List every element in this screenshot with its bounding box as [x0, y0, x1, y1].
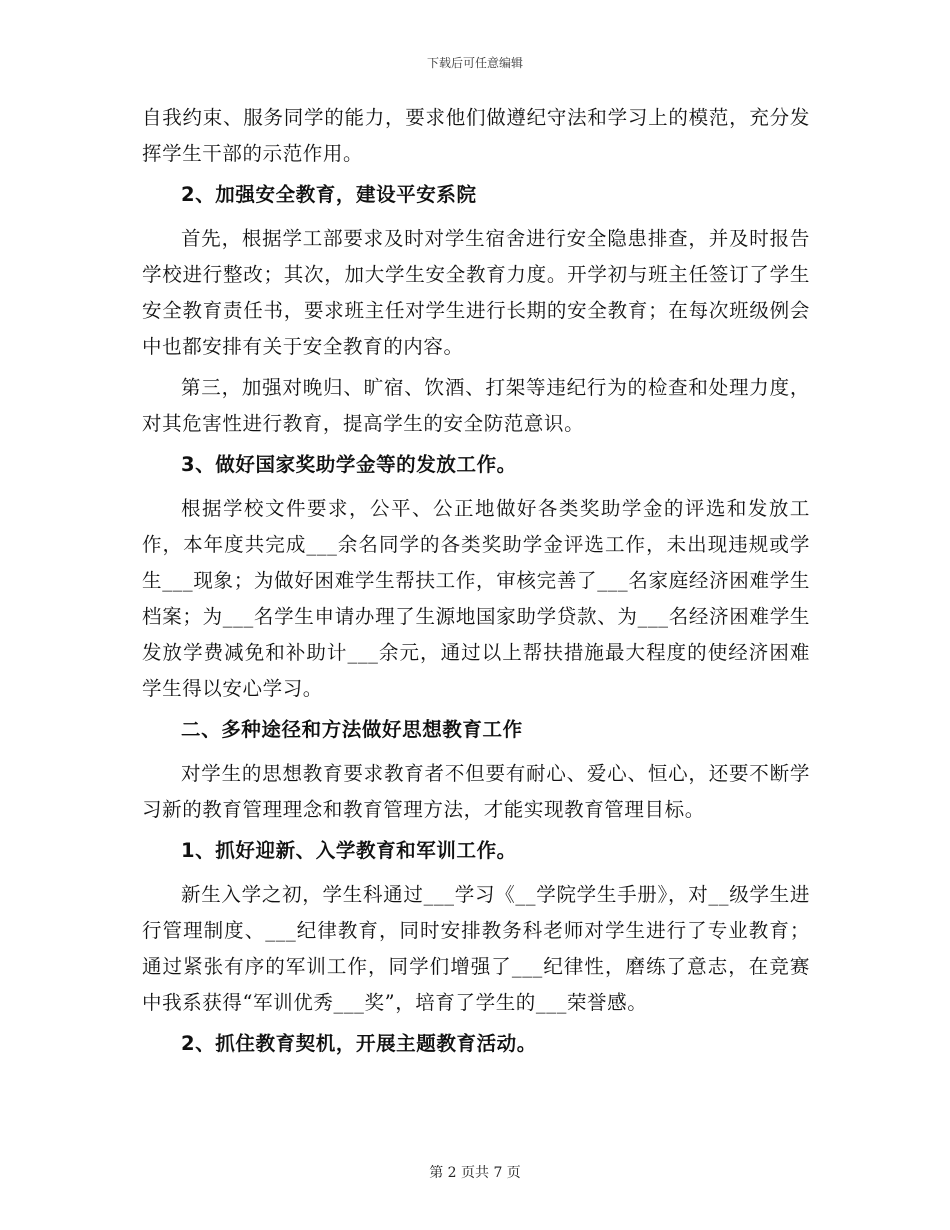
paragraph: 新生入学之初，学生科通过___学习《__学院学生手册》，对__级学生进行管理制度、___纪律教育，同时安排教务科老师对学生进行了专业教育；通过紧张有序的军训工作，同学们增强了___纪律性，磨练了意志，在竞赛中我系获得“军训优秀___奖”，培育了学生的___荣誉感。 [142, 883, 810, 1014]
paragraph: 对学生的思想教育要求教育者不但要有耐心、爱心、恒心，还要不断学习新的教育管理理念和教育管理方法，才能实现教育管理目标。 [142, 762, 810, 821]
document-body [142, 100, 810, 1070]
section-heading: 2、抓住教育契机，开展主题教育活动。 [181, 1032, 537, 1055]
section-heading: 二、多种途径和方法做好思想教育工作 [181, 718, 523, 741]
section-heading: 2、加强安全教育，建设平安系院 [181, 183, 477, 206]
section-heading: 3、做好国家奖助学金等的发放工作。 [181, 453, 517, 476]
page-footer: 第 2 页共 7 页 [429, 1165, 521, 1181]
paragraph: 自我约束、服务同学的能力，要求他们做遵纪守法和学习上的模范，充分发挥学生干部的示范作用。 [142, 106, 810, 165]
section-heading: 1、抓好迎新、入学教育和军训工作。 [181, 839, 517, 862]
paragraph: 首先，根据学工部要求及时对学生宿舍进行安全隐患排查，并及时报告学校进行整改；其次，加大学生安全教育力度。开学初与班主任签订了学生安全教育责任书，要求班主任对学生进行长期的安全教育；在每次班级例会中也都安排有关于安全教育的内容。 [142, 227, 810, 358]
paragraph: 根据学校文件要求，公平、公正地做好各类奖助学金的评选和发放工作，本年度共完成___余名同学的各类奖助学金评选工作，未出现违规或学生___现象；为做好困难学生帮扶工作，审核完善了___名家庭经济困难学生档案；为___名学生申请办理了生源地国家助学贷款、为___名经济困难学生发放学费减免和补助计___余元，通过以上帮扶措施最大程度的使经济困难学生得以安心学习。 [142, 497, 810, 700]
paragraph: 第三，加强对晚归、旷宿、饮酒、打架等违纪行为的检查和处理力度，对其危害性进行教育，提高学生的安全防范意识。 [142, 376, 810, 435]
page-header: 下载后可任意编辑 [426, 56, 523, 70]
